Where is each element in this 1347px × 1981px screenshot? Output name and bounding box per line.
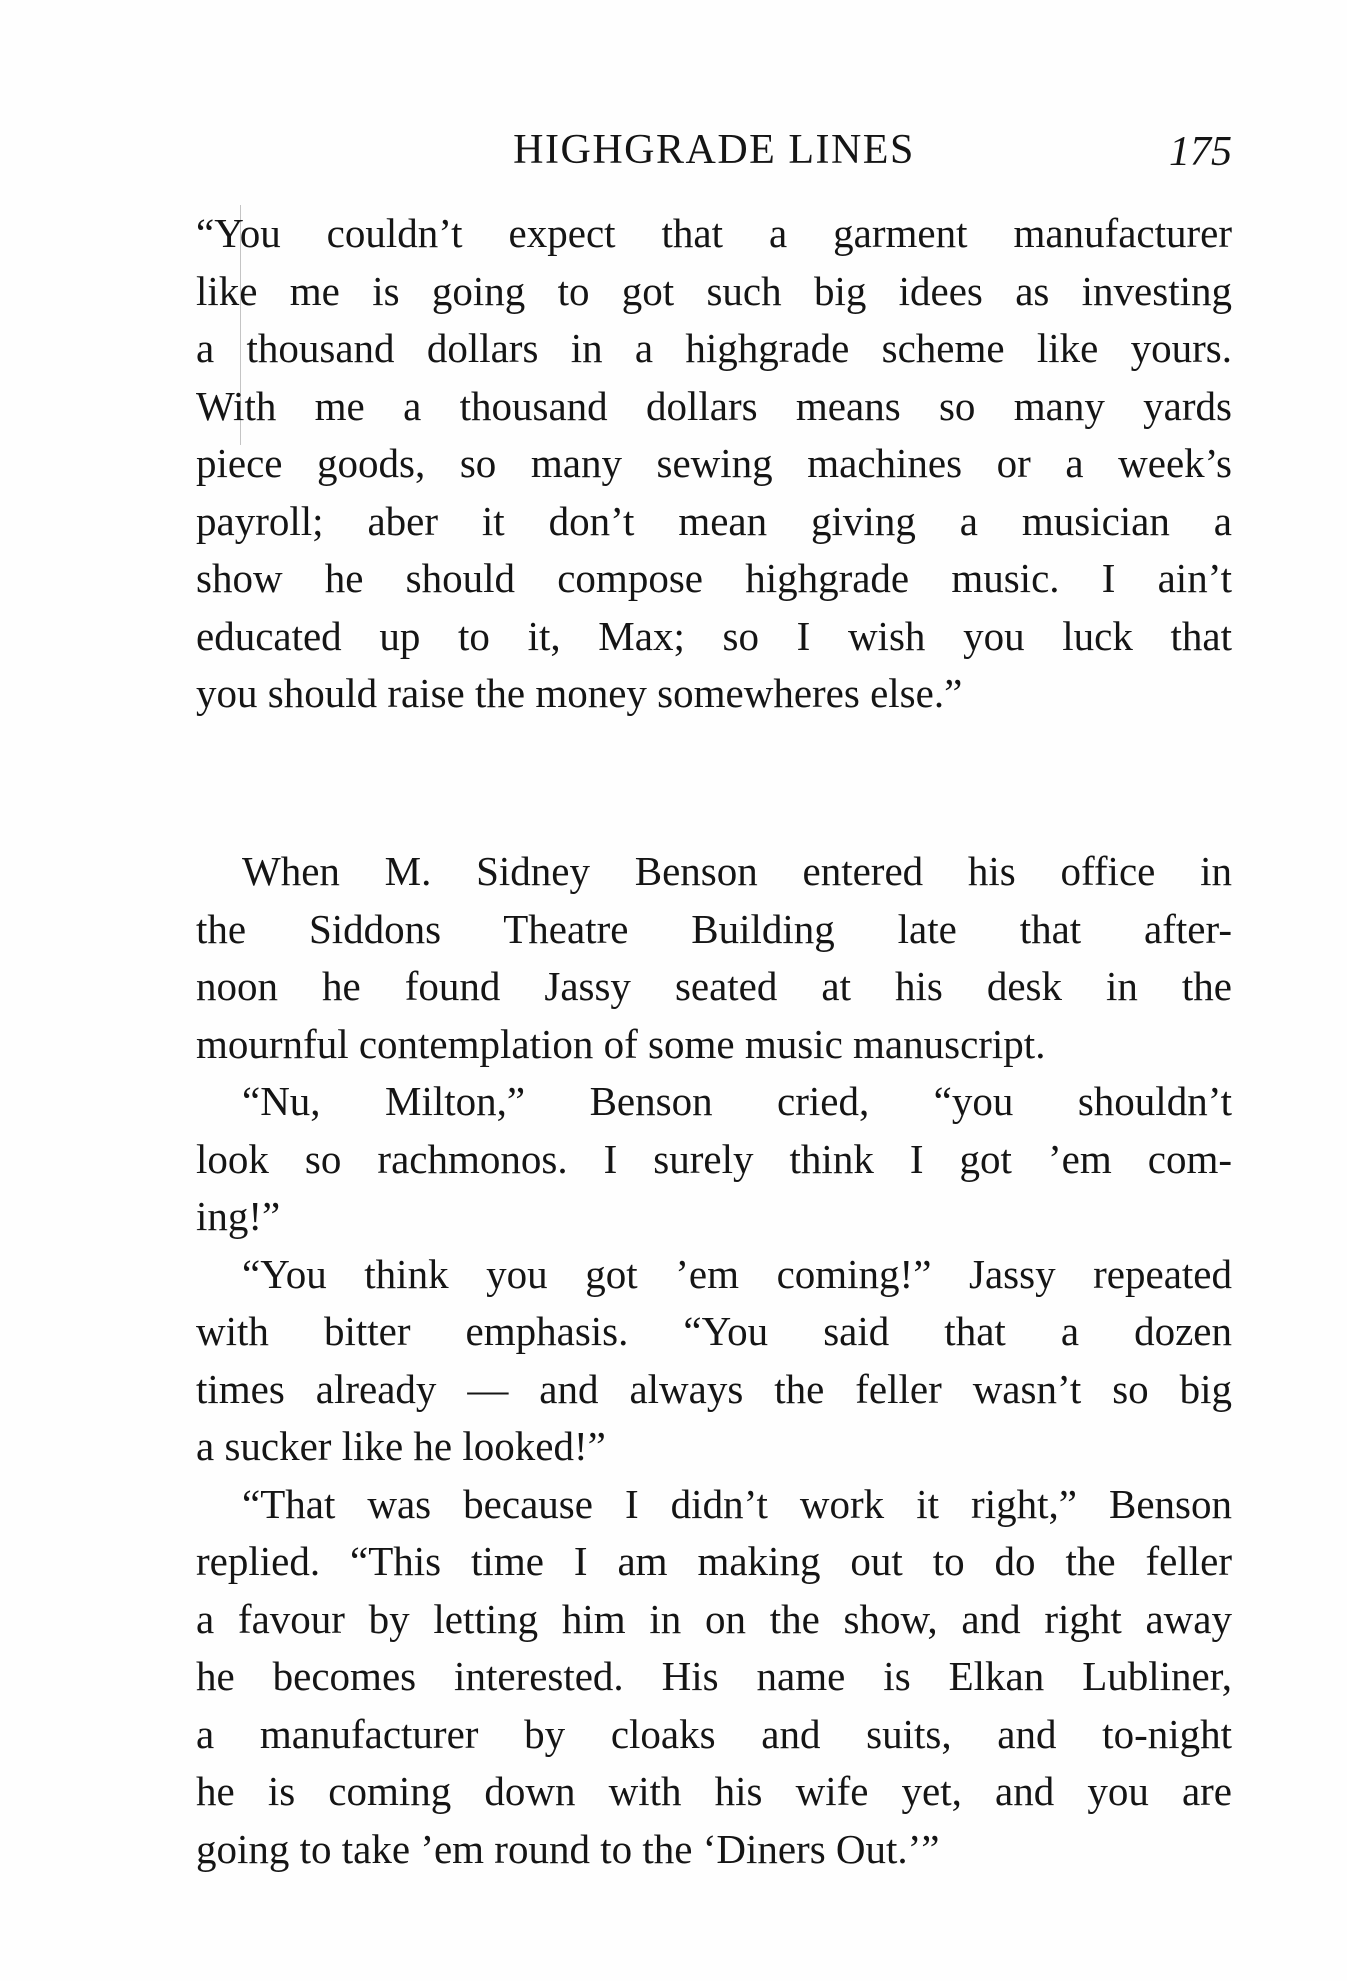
text-line: “You couldn’t expect that a garment manufacturer xyxy=(196,210,1232,256)
text-line: replied. “This time I am making out to do the feller xyxy=(196,1538,1232,1584)
text-line: times already — and always the feller wasn’t so big xyxy=(196,1365,1232,1412)
paragraph xyxy=(196,1246,1232,1476)
text-line: “Nu, Milton,” Benson cried, “you shouldn’t xyxy=(242,1078,1232,1124)
text-line: payroll; aber it don’t mean giving a musician a xyxy=(196,497,1232,544)
text-line: going to take ’em round to the ‘Diners Out.’” xyxy=(196,1825,940,1872)
text-line: a sucker like he looked!” xyxy=(196,1423,606,1469)
text-line: “You think you got ’em coming!” Jassy repeated xyxy=(242,1250,1232,1297)
paragraph xyxy=(196,1073,1232,1246)
text-line: ing!” xyxy=(196,1193,281,1239)
paragraph xyxy=(196,205,1232,723)
text-line: like me is going to got such big idees as investing xyxy=(196,267,1232,314)
text-line: piece goods, so many sewing machines or a week’s xyxy=(196,440,1232,486)
page-number: 175 xyxy=(1169,129,1232,175)
paragraph xyxy=(196,1476,1232,1879)
text-line: you should raise the money somewheres else.” xyxy=(196,670,963,716)
running-head: HIGHGRADE LINES xyxy=(513,127,915,173)
text-line: he is coming down with his wife yet, and you are xyxy=(196,1768,1232,1814)
text-line: the Siddons Theatre Building late that after- xyxy=(196,905,1232,952)
text-line: When M. Sidney Benson entered his office in xyxy=(242,848,1232,894)
text-line: With me a thousand dollars means so many yards xyxy=(196,382,1232,429)
text-line: “That was because I didn’t work it right,” Benson xyxy=(242,1480,1232,1527)
text-line: with bitter emphasis. “You said that a dozen xyxy=(196,1308,1232,1354)
text-line: a thousand dollars in a highgrade scheme like yours. xyxy=(196,325,1232,371)
text-line: educated up to it, Max; so I wish you luck that xyxy=(196,612,1232,659)
text-line: noon he found Jassy seated at his desk in the xyxy=(196,963,1232,1009)
text-line: a favour by letting him in on the show, and right away xyxy=(196,1595,1232,1642)
text-block-upper xyxy=(196,205,1232,723)
text-block-lower xyxy=(196,843,1232,1878)
text-line: show he should compose highgrade music. I ain’t xyxy=(196,555,1232,601)
text-line: a manufacturer by cloaks and suits, and to-night xyxy=(196,1710,1232,1757)
text-line: mournful contemplation of some music manuscript. xyxy=(196,1020,1046,1067)
text-line: he becomes interested. His name is Elkan Lubliner, xyxy=(196,1653,1232,1699)
page-header xyxy=(196,126,1232,186)
text-line: look so rachmonos. I surely think I got ’em com- xyxy=(196,1135,1232,1182)
paragraph xyxy=(196,843,1232,1073)
